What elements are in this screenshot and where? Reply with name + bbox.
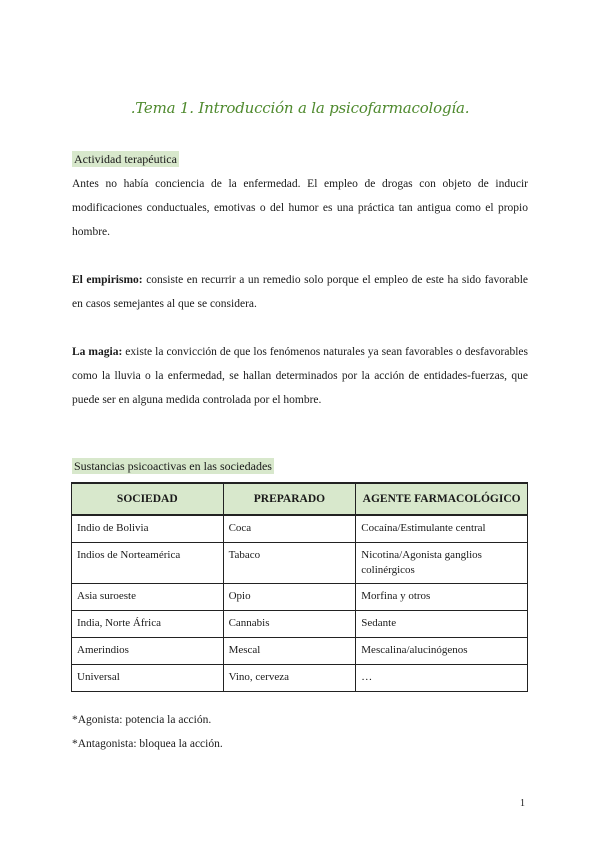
cell-preparado: Coca: [223, 515, 356, 543]
magia-term: La magia:: [72, 346, 123, 358]
cell-sociedad: India, Norte África: [72, 611, 224, 638]
cell-sociedad: Asia suroeste: [72, 584, 224, 611]
section-heading-sustancias: [72, 459, 274, 474]
intro-paragraph: Antes no había conciencia de la enfermedad. El empleo de drogas con objeto de inducir modificaciones conductuales, emotivas o del humor es una práctica tan antigua como el propio hombre.: [72, 178, 528, 238]
cell-sociedad: Amerindios: [72, 638, 224, 665]
page-title: .Tema 1. Introducción a la psicofarmacología.: [130, 99, 470, 117]
table-row: [72, 665, 528, 692]
cell-agente: Morfina y otros: [356, 584, 528, 611]
cell-preparado: Mescal: [223, 638, 356, 665]
section-heading-actividad: [72, 152, 179, 167]
empirismo-paragraph: [72, 268, 528, 316]
header-sociedad: SOCIEDAD: [72, 483, 224, 515]
substances-table: [71, 482, 528, 692]
magia-text: existe la convicción de que los fenómenos naturales ya sean favorables o desfavorables como la lluvia o la enfermedad, se hallan determinados por la acción de entidades-fuerzas, que puede ser en alguna medida controlada por el hombre.: [72, 346, 529, 406]
header-agente: AGENTE FARMACOLÓGICO: [356, 483, 528, 515]
cell-agente: Sedante: [356, 611, 528, 638]
table-row: [72, 611, 528, 638]
table-row: [72, 515, 528, 543]
table-header-row: [72, 483, 528, 515]
cell-agente: …: [356, 665, 528, 692]
magia-paragraph: [72, 340, 528, 412]
table-row: [72, 638, 528, 665]
cell-preparado: Cannabis: [223, 611, 356, 638]
cell-sociedad: Indio de Bolivia: [72, 515, 224, 543]
cell-sociedad: Indios de Norteamérica: [72, 543, 224, 584]
note-antagonista: *Antagonista: bloquea la acción.: [72, 738, 223, 750]
cell-preparado: Tabaco: [223, 543, 356, 584]
table-row: [72, 584, 528, 611]
cell-agente: Nicotina/Agonista ganglios colinérgicos: [356, 543, 528, 584]
table-row: [72, 543, 528, 584]
empirismo-text: consiste en recurrir a un remedio solo porque el empleo de este ha sido favorable en casos semejantes al que se considera.: [72, 274, 529, 310]
cell-agente: Cocaína/Estimulante central: [356, 515, 528, 543]
section-heading-text: Sustancias psicoactivas en las sociedades: [74, 459, 272, 473]
header-preparado: PREPARADO: [223, 483, 356, 515]
note-agonista: *Agonista: potencia la acción.: [72, 714, 212, 726]
empirismo-term: El empirismo:: [72, 274, 143, 286]
section-heading-text: Actividad terapéutica: [74, 152, 177, 166]
cell-preparado: Opio: [223, 584, 356, 611]
cell-agente: Mescalina/alucinógenos: [356, 638, 528, 665]
cell-sociedad: Universal: [72, 665, 224, 692]
cell-preparado: Vino, cerveza: [223, 665, 356, 692]
page-number: 1: [520, 798, 525, 809]
